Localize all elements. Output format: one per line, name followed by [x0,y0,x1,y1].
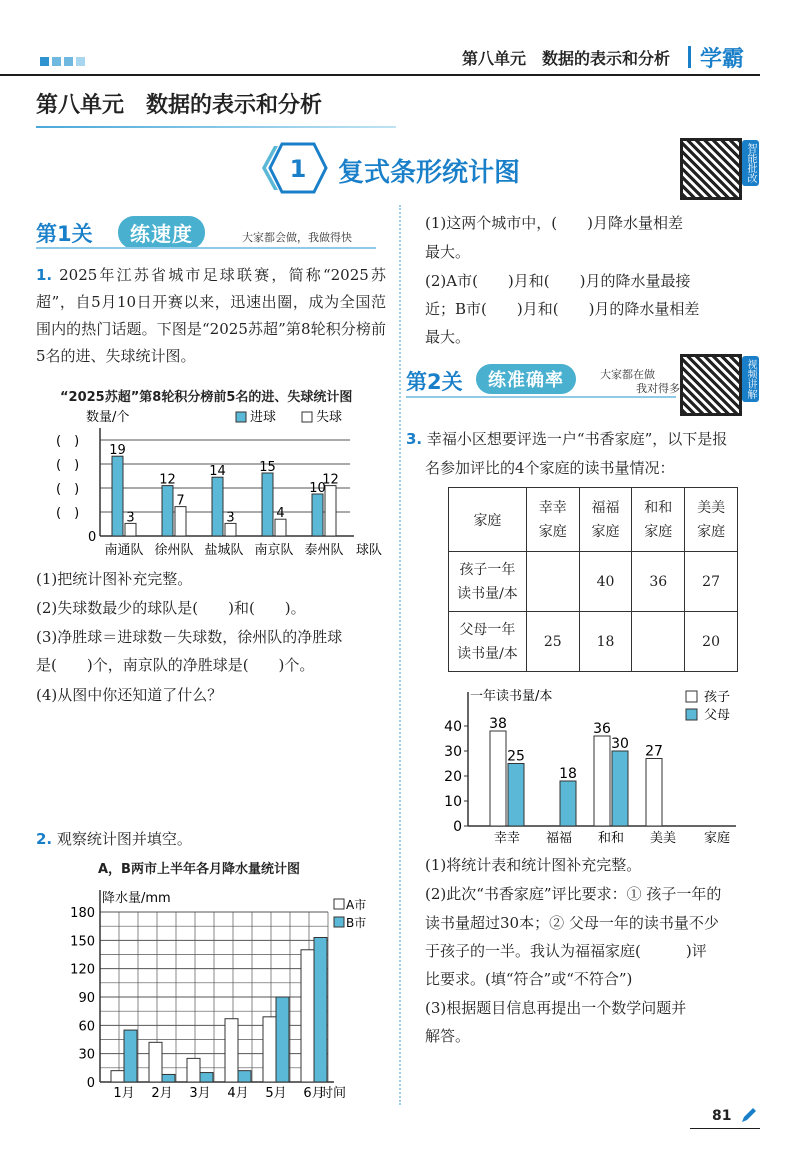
legend-swatch-child [686,691,697,702]
bar-parent [560,781,576,826]
bar-label-goals: 10 [309,481,326,496]
level-2-motto-1: 大家都在做 [600,368,655,381]
table-cell-blank[interactable] [526,552,579,612]
bar-label-parent: 25 [507,748,525,765]
table-row-label: 孩子一年读书量/本 [449,552,527,612]
table-cell: 20 [685,612,738,672]
q3-chart [436,684,756,850]
q1-cont-2a: (2)A市( )月和( )月的降水量最接 [425,272,691,290]
table-header-family: 美美家庭 [685,488,738,552]
legend-swatch-goals [236,412,246,422]
q3-body-a: 幸福小区想要评选一户“书香家庭”，以下是报 [426,430,728,448]
x-tick-label: 泰州队 [304,543,344,558]
level-2-rule [406,396,676,398]
bar-goals [262,473,273,536]
y-tick-label: 30 [444,744,462,760]
q1-cont-1a: (1)这两个城市中，( )月降水量相差 [425,214,683,232]
q1-cont-1b: 最大。 [425,243,471,261]
q3-number: 3. [406,430,423,448]
y-tick-placeholder: ( ) [56,506,80,521]
x-tick-label: 南通队 [104,543,144,558]
y-tick-label: 120 [70,962,95,978]
q1-sub4: (4)从图中你还知道了什么？ [36,686,223,704]
header-deco-square [64,57,73,66]
bar-city-a [149,1042,162,1082]
bar-city-a [111,1071,124,1082]
reading-table [448,487,738,672]
bar-child [646,759,662,827]
qr-code-icon[interactable] [680,138,742,200]
x-tick-label: 幸幸 [493,831,521,846]
table-cell: 40 [579,552,632,612]
footer-rule [690,1128,760,1129]
x-tick-label: 3月 [189,1086,211,1101]
bar-city-b [276,997,289,1082]
q3-sub2c: 于孩子的一半。我认为福福家庭( )评 [425,942,707,960]
bar-goals [162,486,173,536]
y-zero-label: 0 [88,530,97,545]
q2-chart-ylabel: 降水量/mm [102,891,171,906]
bar-label-conceded: 12 [322,472,339,488]
y-tick-placeholder: ( ) [56,482,80,497]
x-tick-label: 4月 [227,1086,249,1101]
y-tick-label: 30 [78,1047,95,1063]
bar-city-a [225,1019,238,1082]
bar-city-b [238,1071,251,1082]
table-corner: 家庭 [449,488,527,552]
bar-parent [612,751,628,826]
q3-sub3a: (3)根据题目信息再提出一个数学问题并 [425,999,687,1017]
bar-conceded [175,507,186,536]
legend-label-child: 孩子 [704,690,731,705]
qr-tag: 视频讲解 [742,356,759,402]
x-tick-label: 盐城队 [204,543,244,558]
level-1-pill: 练速度 [118,216,205,249]
y-tick-label: 0 [453,819,462,835]
table-row-label: 父母一年读书量/本 [449,612,527,672]
y-tick-label: 60 [78,1019,95,1035]
q3-chart-ylabel: 一年读书量/本 [470,689,553,704]
q1-sub3a: (3)净胜球＝进球数－失球数，徐州队的净胜球 [36,628,343,646]
y-tick-label: 150 [70,934,95,950]
bar-city-a [301,950,314,1082]
bar-label-conceded: 4 [276,506,285,522]
x-tick-label: 5月 [265,1086,287,1101]
legend-swatch-b [334,917,344,927]
y-tick-label: 10 [444,794,462,810]
legend-swatch-a [334,899,344,909]
bar-label-conceded: 3 [126,510,135,526]
section-number-badge [256,140,328,196]
bar-goals [312,494,323,536]
bar-label-child: 38 [489,716,507,732]
bar-label-child: 36 [593,721,611,737]
q3-sub2b: 读书量超过30本；② 父母一年的读书量不少 [425,914,719,932]
level-2-motto-2: 我对得多 [636,382,680,395]
q2-chart [66,880,366,1105]
level-1-motto: 大家都会做，我做得快 [242,231,352,244]
table-cell: 18 [579,612,632,672]
header-title: 第八单元 数据的表示和分析 [462,49,671,68]
bar-label-parent: 18 [559,766,577,782]
bar-conceded [275,519,286,536]
q3-sub1: (1)将统计表和统计图补充完整。 [425,856,642,874]
bar-label-goals: 14 [209,464,226,480]
brand-logo: 学霸 [700,47,745,72]
unit-title: 第八单元 数据的表示和分析 [36,93,323,118]
y-tick-label: 20 [444,769,462,785]
level-1-label: 第1关 [36,222,93,246]
x-tick-label: 2月 [151,1086,173,1101]
q1-chart-ylabel: 数量/个 [86,410,130,425]
q2-chart-title: A，B两市上半年各月降水量统计图 [98,862,300,877]
y-tick-label: 0 [86,1076,95,1091]
y-tick-label: 40 [444,719,462,735]
bar-city-b [162,1074,175,1082]
level-1-rule [36,247,376,249]
table-header-family: 福福家庭 [579,488,632,552]
pencil-icon [738,1106,758,1126]
x-tick-label: 美美 [649,831,677,846]
table-cell: 27 [685,552,738,612]
q1-sub2: (2)失球数最少的球队是( )和( )。 [36,599,306,617]
q3-text-a [406,426,727,453]
q2-number: 2. [36,830,53,848]
q2-text [36,826,192,853]
q1-body: 2025年江苏省城市足球联赛，简称“2025苏超”，自5月10日开赛以来，迅速出圈，成为全国范围内的热门话题。下图是“2025苏超”第8轮积分榜前5名的进、失球统计图。 [36,266,386,365]
q1-cont-2b: 近；B市( )月和( )月的降水量相差 [425,300,700,318]
table-cell: 36 [632,552,685,612]
q1-number: 1. [36,266,53,284]
q3-sub3b: 解答。 [425,1027,471,1045]
q1-text [36,262,386,370]
header-deco-square [76,57,85,66]
bar-child [490,731,506,826]
legend-label-b: B市 [346,916,366,930]
page-number: 81 [712,1108,732,1124]
q1-chart-title: “2025苏超”第8轮积分榜前5名的进、失球统计图 [60,390,353,405]
y-tick-placeholder: ( ) [56,458,80,473]
table-header-family: 和和家庭 [632,488,685,552]
column-divider [399,205,401,1105]
header-deco-square [52,57,61,66]
header-rule [0,74,760,76]
bar-child [594,736,610,826]
legend-label-goals: 进球 [250,410,277,425]
bar-city-a [263,1017,276,1082]
q1-cont-2c: 最大。 [425,328,471,346]
level-2-pill: 练准确率 [476,364,576,394]
bar-label-child: 27 [645,743,663,760]
q3-sub2a: (2)此次“书香家庭”评比要求：① 孩子一年的 [425,885,722,903]
x-tick-label: 南京队 [254,543,294,558]
bar-conceded [325,486,336,536]
x-tick-label: 和和 [597,831,625,846]
bar-label-conceded: 7 [176,493,185,509]
bar-city-b [124,1030,137,1082]
qr-tag: 智能批改 [742,140,759,186]
q3-sub2d: 比要求。(填“符合”或“不符合”) [425,970,633,988]
x-tick-label: 徐州队 [154,543,194,558]
bar-label-conceded: 3 [226,510,235,526]
bar-goals [112,456,123,536]
level-2-label: 第2关 [406,370,463,394]
section-number: 1 [289,155,307,183]
q1-chart [56,404,396,566]
bar-label-goals: 12 [159,472,176,488]
x-tick-label: 福福 [545,831,573,846]
legend-label-a: A市 [346,898,366,912]
q3-chart-xlabel: 家庭 [704,831,731,846]
bar-city-b [314,938,327,1083]
y-tick-label: 90 [78,991,95,1006]
legend-label-parent: 父母 [704,708,731,723]
qr-code-icon[interactable] [680,354,742,416]
x-tick-label: 6月 [303,1086,325,1101]
bar-city-b [200,1073,213,1082]
x-tick-label: 1月 [113,1086,135,1101]
y-tick-placeholder: ( ) [56,434,80,449]
legend-label-conceded: 失球 [316,410,343,425]
bar-label-goals: 19 [109,443,126,459]
q1-sub1: (1)把统计图补充完整。 [36,570,193,588]
table-cell-blank[interactable] [632,612,685,672]
header-deco-square [40,57,49,66]
unit-rule [36,126,396,128]
bar-city-a [187,1058,200,1082]
y-tick-label: 180 [70,906,95,921]
bar-label-goals: 15 [259,460,276,475]
q2-body: 观察统计图并填空。 [56,830,192,848]
section-title: 复式条形统计图 [338,158,521,188]
table-cell: 25 [526,612,579,672]
header-separator [688,46,691,68]
legend-swatch-parent [686,709,697,720]
q3-text-b: 名参加评比的4个家庭的读书量情况： [425,459,675,477]
q1-chart-xlabel: 球队 [356,543,383,558]
bar-label-parent: 30 [611,736,629,752]
q1-sub3b: 是( )个，南京队的净胜球是( )个。 [36,656,315,674]
bar-parent [508,764,524,827]
q2-chart-xlabel: 时间 [320,1086,347,1101]
bar-goals [212,477,223,536]
table-header-family: 幸幸家庭 [526,488,579,552]
legend-swatch-conceded [302,412,312,422]
